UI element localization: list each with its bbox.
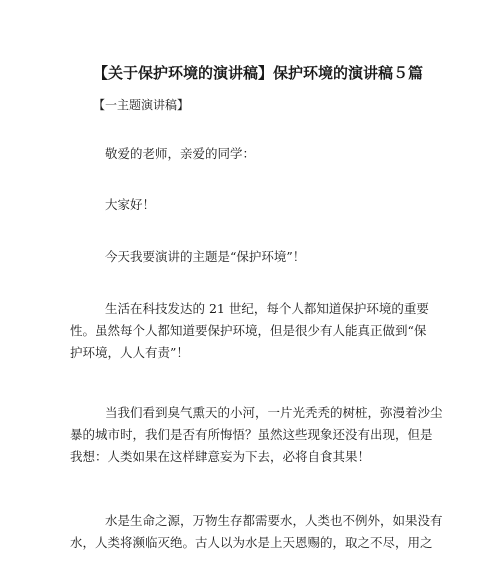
paragraph-body	[70, 298, 430, 364]
paragraph-line: 生活在科技发达的 21 世纪，每个人都知道保护环境的重要	[105, 301, 429, 316]
paragraph-body	[70, 402, 443, 468]
paragraph-topic	[70, 246, 430, 268]
paragraph-body	[70, 510, 443, 554]
paragraph-line: 我想：人类如果在这样肆意妄为下去，必将自食其果！	[70, 449, 371, 464]
paragraph-line: 敬爱的老师，亲爱的同学：	[105, 146, 256, 161]
paragraph-line: 护环境，人人有责”！	[70, 345, 189, 360]
section-heading: 【一主题演讲稿】	[93, 98, 190, 112]
paragraph-line: 今天我要演讲的主题是“保护环境”！	[105, 249, 306, 264]
paragraph-line: 大家好！	[105, 197, 156, 212]
paragraph-greeting	[70, 143, 430, 165]
paragraph-line: 水是生命之源，万物生存都需要水，人类也不例外，如果没有	[105, 513, 443, 528]
document-title: 【关于保护环境的演讲稿】保护环境的演讲稿５篇	[93, 64, 424, 82]
paragraph-hello	[70, 194, 430, 216]
paragraph-line: 性。虽然每个人都知道要保护环境，但是很少有人能真正做到“保	[70, 323, 427, 338]
paragraph-line: 暴的城市时，我们是否有所悔悟？虽然这些现象还没有出现，但是	[70, 427, 433, 442]
paragraph-line: 当我们看到臭气熏天的小河，一片光秃秃的树桩，弥漫着沙尘	[105, 405, 443, 420]
paragraph-line: 水，人类将濒临灭绝。古人以为水是上天恩赐的，取之不尽，用之	[70, 535, 433, 550]
